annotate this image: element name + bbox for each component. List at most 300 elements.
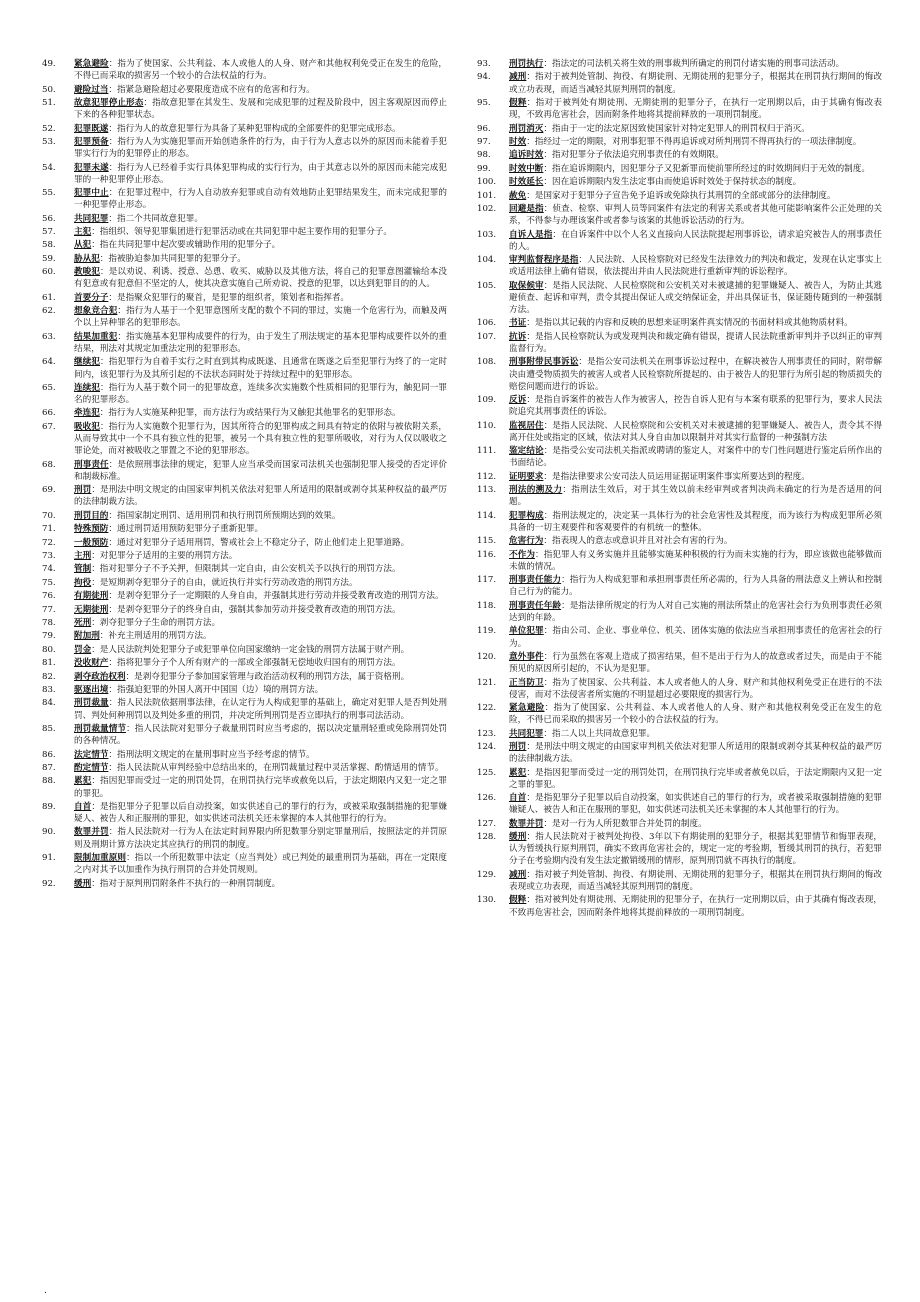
entry-term: 附加刑 [74,631,100,642]
entry-term: 犯罪中止 [74,188,109,199]
entry-definition: ：是指人民法院、人民检察院和公安机关对未被逮捕的犯罪嫌疑人、被告人，责令其不得离开住处或指定的区域，依法对其人身自由加以限制并对其实行监督的一种强制方法 [509,420,882,443]
entry-number: 99. [477,163,491,174]
entry-term: 自首 [74,801,92,812]
definition-entry [477,792,882,816]
entry-term: 危害行为 [509,536,544,547]
entry-number: 101. [477,190,497,201]
entry-definition: ：指国家制定刑罚、适用刑罚和执行刑罚所预期达到的效果。 [108,510,341,521]
definition-entry [477,574,882,598]
definition-entry [42,630,447,642]
definition-entry [477,176,882,188]
entry-definition: ：因在追诉期限内发生法定事由而使追诉时效处于保持状态的制度。 [543,177,802,188]
definition-entry [42,162,447,186]
entry-definition: ：指人民法院对于被判处拘役、3年以下有期徒刑的犯罪分子，根据其犯罪情节和悔罪表现，认为暂缓执行原判刑罚，确实不致再危害社会的，规定一定的考验期，暂缓其刑罚的执行，若犯罪分子在考验期内没有发生法定撤销缓刑的情形，原判刑罚就不再执行的制度。 [509,832,882,867]
definition-entry [477,203,882,227]
entry-term: 管制 [74,564,92,575]
definition-entry [477,71,882,95]
definition-entry [42,187,447,211]
entry-term: 单位犯罪 [509,626,544,637]
entry-definition: ：行为虽然在客观上造成了损害结果，但不是出于行为人的故意或者过失，而是由于不能预见的原因所引起的，不认为是犯罪。 [509,651,882,675]
entry-number: 88. [42,776,56,787]
entry-term: 时效 [509,136,527,147]
entry-number: 69. [42,485,56,496]
definition-entry [42,136,447,160]
definition-entry [477,728,882,740]
definition-entry [42,749,447,761]
entry-number: 58. [42,240,56,251]
entry-number: 120. [477,651,497,662]
entry-number: 90. [42,827,56,838]
entry-number: 51. [42,97,56,108]
entry-definition: ：指强迫犯罪的外国人离开中国国（边）境的刑罚方法。 [108,685,324,695]
entry-definition: ：指对犯罪分子不予关押，但限制其一定自由，由公安机关予以执行的刑罚方法。 [91,564,401,575]
entry-term: 主犯 [74,227,92,238]
definition-entry [42,292,447,304]
entry-term: 鉴定结论 [509,446,544,457]
entry-definition: ：指对于被判处管制、拘役、有期徒刑、无期徒刑的犯罪分子，根据其在刑罚执行期间的悔改或立功表现，而适当减轻其原判刑罚的制度。 [509,72,882,95]
entry-definition: ：指行为人基于数个同一的犯罪故意，连续多次实施数个性质相同的犯罪行为，触犯同一罪名的犯罪形态。 [74,382,447,406]
entry-definition: ：是国家对于犯罪分子宣告免予追诉或免除执行其刑罚的全部或部分的法律制度。 [526,190,836,201]
definition-entry [42,775,447,799]
entry-term: 胁从犯 [74,253,100,264]
entry-number: 103. [477,229,497,240]
definition-entry [42,671,447,683]
entry-definition: ：指刑法规定的，决定某一具体行为的社会危害性及其程度，而为该行为构成犯罪所必须具备的一切主观要件和客观要件的有机统一的整体。 [509,510,882,533]
entry-term: 缓刑 [74,878,92,889]
entry-number: 108. [477,357,497,368]
left-column [42,58,447,891]
entry-definition: ：指将犯罪分子个人所有财产的一部或全部强制无偿地收归国有的刑罚方法。 [108,658,401,669]
entry-term: 无期徒刑 [74,604,109,615]
entry-number: 105. [477,280,497,291]
entry-number: 87. [42,762,56,773]
definition-entry [477,831,882,867]
entry-definition: ：是人民法院判处犯罪分子或犯罪单位向国家缴纳一定金钱的刑罚方法属于财产刑。 [91,644,410,655]
entry-term: 有期徒刑 [74,591,109,602]
entry-definition: ：是指犯罪分子犯罪以后自动投案，如实供述自己的罪行的行为，或被采取强制措施的犯罪嫌疑人、被告人和正服刑的罪犯，如实供述司法机关还未掌握的本人其他罪行的行为。 [74,801,447,825]
definition-entry [477,741,882,765]
entry-definition: ：指因犯罪而受过一定的刑罚处罚，在刑罚执行完毕或赦免以后，于法定期限内又犯一定之罪的罪犯。 [74,776,447,799]
definition-entry [42,523,447,535]
entry-number: 97. [477,136,491,147]
entry-definition: ：是指公安司法机关在刑事诉讼过程中，在解决被告人刑事责任的同时，附带解决由遭受物质损失的被害人或者人民检察院所提起的、由于被告人的犯罪行为所引起的物质损失的赔偿问题而进行的诉讼。 [509,357,882,392]
entry-number: 92. [42,878,56,889]
entry-definition: ：人民法院、人民检察院对已经发生法律效力的判决和裁定，发现在认定事实上或适用法律上确有错误，依法提出并由人民法院进行重新审判的诉讼程序。 [509,255,882,278]
entry-definition: ：指对于被判处有期徒刑、无期徒刑的犯罪分子，在执行一定刑期以后，由于其确有悔改表现，不致再危害社会，因而附条件地将其提前释放的一项刑罚制度。 [509,97,882,121]
definition-entry [477,149,882,161]
entry-definition: ：是短期剥夺犯罪分子的自由，就近执行并实行劳动改造的刑罚方法。 [91,577,358,588]
definition-entry [42,697,447,721]
entry-definition: ：是以劝说、利诱、授意、怂恿、收买、威胁以及其他方法，将自己的犯罪意图灌输给本没有犯意或有犯意但不坚定的人，使其决意实施自己所劝说、授意的犯罪，以达到犯罪目的的人。 [74,267,447,290]
entry-definition: ：指由公司、企业、事业单位、机关、团体实施的依法应当承担刑事责任的危害社会的行为。 [509,626,882,649]
definition-entry [42,510,447,522]
entry-definition: ：指对被判处有期徒刑、无期徒刑的犯罪分子，在执行一定刑期以后，由于其确有悔改表现，不致再危害社会，因而附条件地将其提前释放的一项刑罚制度。 [509,895,882,918]
entry-number: 86. [42,749,56,760]
definition-entry [42,801,447,825]
entry-number: 70. [42,510,56,521]
entry-definition: ：指人民法院对犯罪分子裁量刑罚时应当考虑的，据以决定量刑轻重或免除刑罚处罚的各种情况。 [74,723,447,747]
definition-entry [42,550,447,562]
entry-term: 累犯 [509,767,527,778]
entry-definition: ：是指聚众犯罪行的聚首，是犯罪的组织者，策划者和指挥者。 [108,292,350,303]
definition-entry [477,331,882,355]
entry-number: 123. [477,728,497,739]
definition-entry [42,723,447,747]
entry-term: 监视居住 [509,420,544,431]
entry-term: 刑罚执行 [509,59,544,69]
entry-term: 共同犯罪 [74,213,109,224]
entry-definition: ：是指以其记载的内容和反映的思想来证明案件真实情况的书面材料或其他物质材料。 [526,318,853,329]
entry-term: 犯罪预备 [74,136,109,147]
definition-entry [477,535,882,547]
entry-definition: ：指行为人已经着手实行具体犯罪构成的实行行为，由于其意志以外的原因而未能完成犯罪的一种犯罪停止形态。 [74,162,447,185]
entry-number: 73. [42,550,56,561]
entry-number: 64. [42,357,56,368]
entry-term: 累犯 [74,776,92,787]
entry-definition: ：指在共同犯罪中起次要或辅助作用的犯罪分子。 [91,240,281,251]
entry-number: 63. [42,331,56,342]
definition-entry [477,420,882,444]
entry-definition: ：是指法律所规定的行为人对自己实施的刑法所禁止的危害社会行为负刑事责任必须达到的年龄。 [509,600,882,623]
entry-definition: ：在犯罪过程中，行为人自动放弃犯罪或自动有效地防止犯罪结果发生，而未完成犯罪的一种犯罪停止形态。 [74,188,447,211]
entry-definition: ：指在追诉期限内，因犯罪分子又犯新罪而使前罪所经过的时效期间归于无效的制度。 [543,163,870,174]
entry-definition: ：指为了使国家、公共利益、本人或者他人的人身、财产和其他权利免受正在发生的危险，不得已而采取的损害另一个较小的合法权益的行为。 [509,703,882,726]
right-column [477,58,882,920]
entry-number: 110. [477,420,497,431]
entry-term: 连续犯 [74,382,101,393]
entry-term: 死刑 [74,617,92,628]
entry-term: 证明要求 [509,471,544,482]
entry-definition: ：对犯罪分子适用的主要的刑罚方法。 [91,550,238,561]
entry-term: 没收财产 [74,658,109,669]
entry-term: 结果加重犯 [74,331,118,342]
entry-term: 剥夺政治权利 [74,671,126,682]
definition-entry [42,407,447,419]
entry-term: 数罪并罚 [509,818,544,829]
entry-definition: ：指二个共同故意犯罪。 [108,213,203,224]
entry-number: 65. [42,382,56,393]
entry-definition: ：是对一行为人所犯数罪合并处罚的制度。 [543,818,707,829]
definition-entry [42,305,447,329]
definition-entry [477,190,882,202]
entry-term: 驱逐出境 [74,685,109,695]
entry-number: 76. [42,591,56,602]
entry-definition: ：指对于原判刑罚附条件不执行的一种刑罚制度。 [91,878,281,889]
definition-entry [42,484,447,508]
definition-entry [477,58,882,70]
entry-term: 抗诉 [509,331,527,342]
entry-number: 96. [477,123,491,134]
entry-number: 85. [42,723,56,734]
entry-number: 94. [477,72,491,83]
entry-definition: ：是指自诉案件的被告人作为被害人，控告自诉人犯有与本案有联系的犯罪行为，要求人民法院追究其刑事责任的诉讼。 [509,395,882,418]
definition-entry [42,58,447,82]
entry-definition: ：指故意犯罪在其发生、发展和完成犯罪的过程及阶段中，因主客观原因而停止下来的各种犯罪状态。 [74,97,447,121]
entry-term: 刑罚裁量情节 [74,723,127,734]
entry-term: 赦免 [509,190,527,201]
definition-entry [477,702,882,726]
entry-definition: ：是依照刑事法律的规定，犯罪人应当承受而国家司法机关也强制犯罪人接受的否定评价和制裁标准。 [74,459,447,482]
entry-definition: ：指对犯罪分子依法追究刑事责任的有效期限。 [543,150,724,161]
entry-term: 取保候审 [509,280,544,291]
entry-term: 酌定情节 [74,762,109,773]
entry-term: 刑罚 [509,742,527,753]
entry-term: 刑罚消灭 [509,123,544,134]
definition-entry [477,356,882,392]
entry-number: 127. [477,818,497,829]
entry-term: 避险过当 [74,84,109,95]
entry-definition: ：指人民法院依据刑事法律，在认定行为人构成犯罪的基础上，确定对犯罪人是否判处刑罚、判处何种刑罚以及判处多重的刑罚，并决定所判刑罚是否立即执行的刑事司法活动。 [74,698,447,721]
entry-definition: ：是指犯罪分子犯罪以后自动投案，如实供述自己的罪行的行为，或者被采取强制措施的犯罪嫌疑人、被告人和正在服刑的罪犯，如实供述司法机关还未掌握的本人其他罪行的行为。 [509,793,882,816]
entry-number: 124. [477,742,497,753]
entry-term: 从犯 [74,240,92,251]
entry-term: 不作为 [509,549,536,560]
entry-definition: ：指行为人构成犯罪和承担刑事责任所必需的，行为人具备的刑法意义上辨认和控制自己行为的能力。 [509,575,882,598]
entry-number: 68. [42,459,56,470]
entry-term: 审判监督程序是指 [509,255,579,266]
entry-term: 时效延长 [509,177,544,188]
definition-entry [42,239,447,251]
entry-number: 93. [477,59,491,69]
definition-entry [477,394,882,418]
entry-number: 84. [42,698,56,709]
entry-number: 55. [42,188,56,199]
entry-number: 60. [42,267,56,278]
entry-number: 128. [477,832,497,843]
definition-entry [42,604,447,616]
entry-term: 犯罪构成 [509,510,544,521]
entry-term: 自诉人是指 [509,229,553,240]
entry-term: 教唆犯 [74,267,101,278]
entry-definition: ：指犯罪人有义务实施并且能够实施某种积极的行为而未实施的行为，即应该做也能够做而未做的情况。 [509,549,882,572]
entry-term: 正当防卫 [509,677,544,688]
entry-definition: ：指行为人实施某种犯罪，而方法行为或结果行为又触犯其他罪名的犯罪形态。 [99,408,401,419]
entry-number: 95. [477,97,491,108]
entry-definition: ：指表现人的意志或意识并且对社会有害的行为。 [543,536,733,547]
definition-entry [42,537,447,549]
entry-number: 71. [42,524,56,535]
definition-entry [42,84,447,96]
definition-entry [42,266,447,290]
entry-term: 犯罪既遂 [74,123,109,134]
entry-definition: ：是刑法中明文规定的由国家审判机关依法对犯罪人所适用的限制或剥夺其某种权益的最严厉的法律制裁方法。 [74,485,447,508]
entry-term: 牵连犯 [74,408,100,419]
entry-number: 113. [477,485,497,496]
entry-number: 50. [42,84,56,95]
definition-entry [42,421,447,457]
entry-number: 80. [42,644,56,655]
entry-number: 74. [42,564,56,575]
entry-number: 100. [477,177,497,188]
definition-entry [42,563,447,575]
definition-entry [42,226,447,238]
entry-term: 罚金 [74,644,92,655]
definition-entry [477,484,882,508]
definition-entry [42,97,447,121]
entry-number: 118. [477,600,497,611]
definition-entry [477,600,882,624]
definition-entry [42,878,447,890]
footer-mark: . [44,1286,47,1296]
entry-definition: ：是指因犯罪而受过一定的刑罚处罚，在刑罚执行完毕或者赦免以后，于法定期限内又犯一定之罪的罪犯。 [509,767,882,790]
entry-term: 刑事附带民事诉讼 [509,357,579,368]
entry-number: 78. [42,617,56,628]
entry-term: 假释 [509,895,527,906]
definition-entry [477,651,882,675]
entry-number: 122. [477,703,497,714]
entry-number: 83. [42,685,56,695]
entry-number: 112. [477,471,497,482]
entry-definition: ：指行为人的故意犯罪行为具备了某种犯罪构成的全部要件的犯罪完成形态。 [108,123,401,134]
entry-term: 刑法的溯及力 [509,485,563,496]
definition-entry [42,459,447,483]
definition-entry [477,254,882,278]
entry-definition: ：指组织、领导犯罪集团进行犯罪活动或在共同犯罪中起主要作用的犯罪分子。 [91,227,392,238]
entry-definition: ：侦查、检察、审判人员等同案件有法定的利害关系或者其他可能影响案件公正处理的关系，不得参与办理该案件或者参与该案的其他诉讼活动的行为。 [509,203,882,227]
entry-number: 126. [477,793,497,804]
entry-number: 104. [477,255,497,266]
definition-entry [42,577,447,589]
entry-number: 61. [42,292,56,303]
entry-term: 减刑 [509,869,527,880]
entry-definition: ：是刑法中明文规定的由国家审判机关依法对犯罪人所适用的限制或剥夺其某种权益的最严厉的法律制裁方法。 [509,742,882,765]
entry-term: 书证 [509,318,527,329]
entry-definition: ：指刑法明文规定的在量刑事时应当予经考虑的情节。 [108,749,315,760]
entry-term: 主刑 [74,550,92,561]
entry-term: 犯罪未遂 [74,162,109,173]
entry-number: 121. [477,677,497,688]
entry-number: 91. [42,853,56,864]
entry-number: 106. [477,318,497,329]
entry-definition: ：是指受公安司法机关指派或聘请的鉴定人，对案件中的专门性问题进行鉴定后所作出的书面结论。 [509,446,882,469]
entry-term: 假释 [509,97,527,108]
entry-number: 79. [42,631,56,642]
entry-definition: ：剥夺犯罪分子生命的刑罚方法。 [91,617,221,628]
entry-term: 拘役 [74,577,92,588]
entry-definition: ：是剥夺犯罪分子一定期限的人身自由，并强制其进行劳动并接受教育改造的刑罚方法。 [108,591,444,602]
definition-entry [477,767,882,791]
definition-entry [477,163,882,175]
definition-entry [42,657,447,669]
entry-definition: ：是指人民法院、人民检察院和公安机关对未被逮捕的犯罪嫌疑人、被告人，为防止其逃避侦查、起诉和审判，责令其提出保证人或交纳保证金，并出具保证书，保证随传随到的一种强制方法。 [509,280,882,315]
definition-entry [477,317,882,329]
entry-definition: ：指行为人为实施犯罪而开始创造条件的行为，由于行为人意志以外的原因而未能着手犯罪实行行为的犯罪停止的形态。 [74,136,447,160]
entry-number: 111. [477,446,497,457]
definition-entry [477,97,882,121]
entry-definition: ：是剥夺犯罪分子的终身自由，强制其参加劳动并接受教育改造的刑罚方法。 [108,604,401,615]
definition-entry [42,253,447,265]
definition-entry [42,644,447,656]
definition-entry [42,684,447,696]
definition-entry [42,331,447,355]
entry-term: 法定情节 [74,749,109,760]
entry-term: 想象竞合犯 [74,306,118,317]
definition-entry [477,549,882,573]
entry-definition: ：指以一个所犯数罪中法定（应当判处）或已判处的最重刑罚为基础，再在一定限度之内对其予以加重作为执行刑罚的合并处罚规则。 [74,853,447,876]
entry-term: 追诉时效 [509,150,544,161]
entry-term: 刑事责任年龄 [509,600,562,611]
entry-definition: ：指犯罪行为自着手实行之时直到其构成既遂、且通常在既遂之后至犯罪行为终了的一定时间内，该犯罪行为及其所引起的不法状态同时处于持续过程中的犯罪形态。 [74,357,447,380]
entry-number: 59. [42,253,56,264]
definition-entry [477,510,882,534]
entry-number: 53. [42,136,56,147]
entry-definition: ：指为了使国家、公共利益、本人或者他人的人身、财产和其他权利免受正在进行的不法侵害，而对不法侵害者所实施的不明显超过必要限度的损害行为。 [509,677,882,700]
entry-definition: ：指行为人基于一个犯罪意图所支配的数个不同的罪过，实施一个危害行为，而触及两个以上异种罪名的犯罪形态。 [74,306,447,329]
definition-entry [477,136,882,148]
entry-term: 紧急避险 [509,703,545,714]
entry-number: 109. [477,395,497,406]
entry-number: 102. [477,203,497,214]
entry-term: 一般预防 [74,537,109,548]
entry-number: 81. [42,658,56,669]
entry-term: 反诉 [509,395,527,406]
entry-number: 54. [42,162,56,173]
entry-definition: ：指被胁迫参加共同犯罪的犯罪分子。 [99,253,246,264]
entry-term: 紧急避险 [74,59,109,69]
definition-entry [477,625,882,649]
definition-entry [42,852,447,876]
entry-term: 时效中断 [509,163,544,174]
definition-entry [477,894,882,918]
entry-term: 刑罚 [74,485,92,496]
entry-number: 67. [42,421,56,432]
entry-term: 限制加重原则 [74,853,127,864]
entry-term: 自首 [509,793,527,804]
entry-term: 缓刑 [509,832,527,843]
entry-definition: ：指由于一定的法定原因致使国家针对特定犯罪人的刑罚权归于消灭。 [543,123,810,134]
entry-number: 114. [477,510,497,521]
definition-entry [42,762,447,774]
entry-number: 107. [477,331,497,342]
definition-entry [42,356,447,380]
entry-definition: ：指人民法院从审判经验中总结出来的，在刑罚裁量过程中灵活掌握、酌情适用的情节。 [108,762,444,773]
entry-number: 57. [42,227,56,238]
entry-definition: ：指二人以上共同故意犯罪。 [543,728,656,739]
entry-term: 共同犯罪 [509,728,544,739]
definition-entry [42,826,447,850]
definition-entry [477,869,882,893]
entry-number: 129. [477,869,497,880]
entry-definition: ：通过刑罚适用预防犯罪分子重新犯罪。 [108,524,264,535]
definition-entry [477,123,882,135]
entry-definition: ：指紧急避险超过必要限度造成不应有的危害和行为。 [108,84,315,95]
definition-entry [42,617,447,629]
entry-definition: ：指为了使国家、公共利益、本人或他人的人身、财产和其他权利免受正在发生的危险，不得已而采取的损害另一个较小的合法权益的行为。 [74,59,447,82]
definition-entry [477,445,882,469]
entry-definition: ：补充主刑适用的刑罚方法。 [99,631,212,642]
entry-term: 意外事件 [509,651,544,662]
definition-entry [477,471,882,483]
entry-number: 62. [42,306,56,317]
entry-definition: ：是剥夺犯罪分子参加国家管理与政治活动权利的刑罚方法，属于资格刑。 [125,671,410,682]
entry-number: 75. [42,577,56,588]
entry-definition: ：指实施基本犯罪构成要件的行为，由于发生了刑法规定的基本犯罪构成要件以外的重结果，刑法对其规定加重法定刑的犯罪形态。 [74,331,447,354]
entry-term: 减刑 [509,72,527,83]
entry-definition: ：是指人民检察院认为或发现判决和裁定确有错误，提请人民法院重新审判并予以纠正的审判监督行为。 [509,331,882,354]
entry-number: 115. [477,536,497,547]
definition-entry [42,213,447,225]
entry-number: 77. [42,604,56,615]
entry-number: 89. [42,801,56,812]
entry-definition: ：指人民法院对一行为人在法定时间界限内所犯数罪分别定罪量刑后，按照法定的并罚原则及刑期计算方法决定其应执行的刑罚的制度。 [74,827,447,850]
entry-number: 98. [477,150,491,161]
entry-number: 116. [477,549,497,560]
entry-definition: ：指法定的司法机关将生效的刑事裁判所确定的刑罚付诸实施的刑事司法活动。 [543,59,845,69]
entry-term: 刑事责任能力 [509,575,562,586]
entry-term: 故意犯罪停止形态 [74,97,144,108]
entry-term: 吸收犯 [74,421,101,432]
entry-definition: ：在自诉案件中以个人名义直接向人民法院提起刑事诉讼，请求追究被告人的刑事责任的人。 [509,229,882,252]
